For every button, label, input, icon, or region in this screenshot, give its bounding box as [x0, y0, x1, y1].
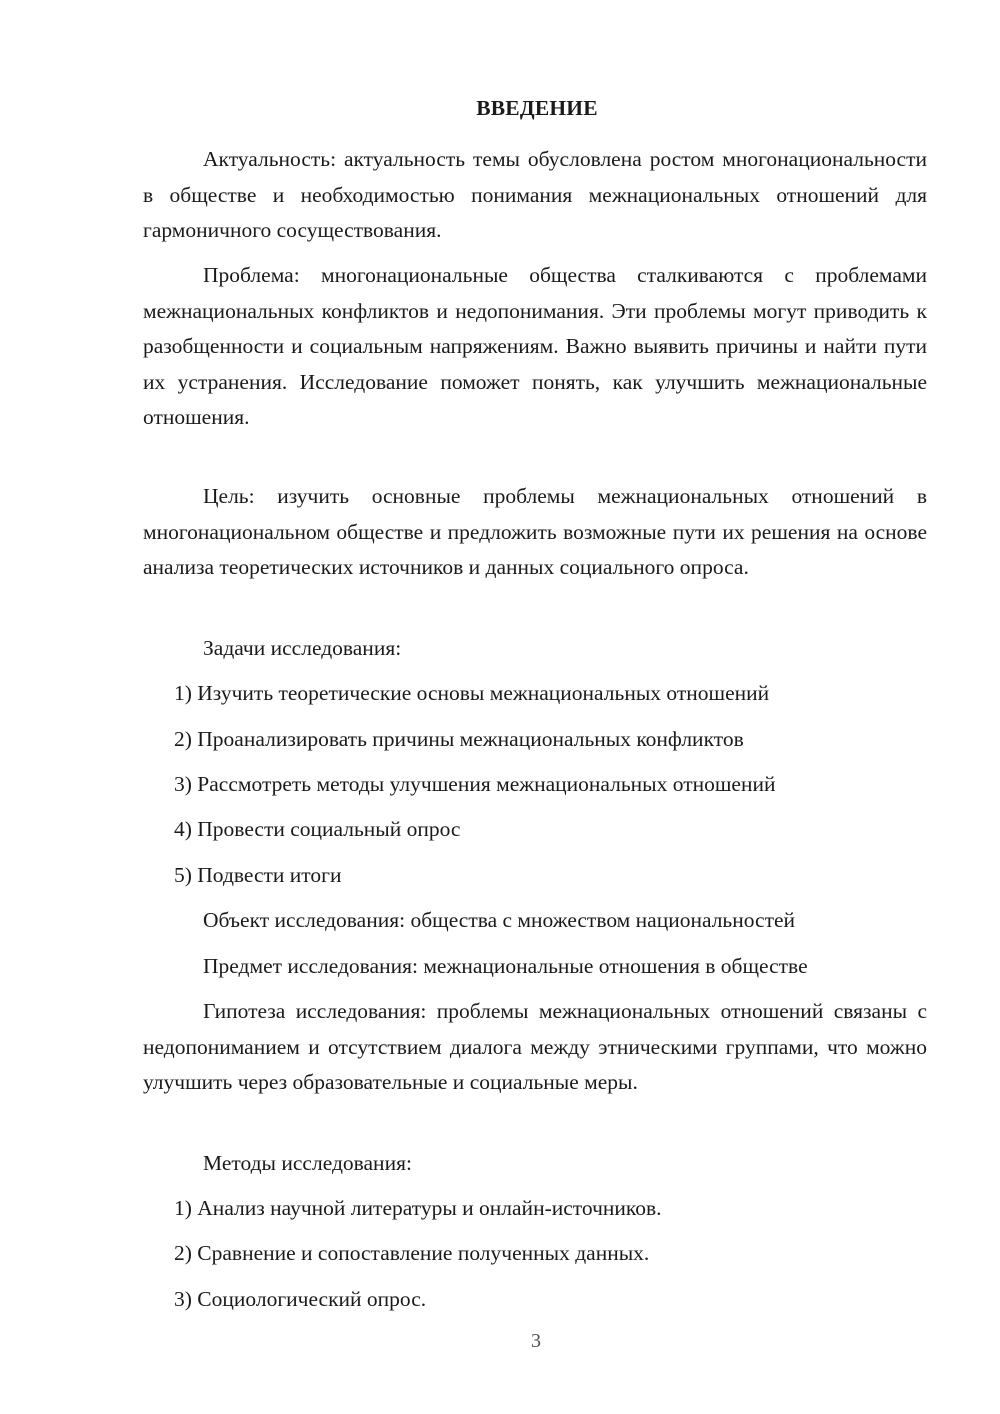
page-number: 3 — [531, 1330, 541, 1352]
method-item: 2) Сравнение и сопоставление полученных данных. — [174, 1241, 650, 1265]
task-item: 3) Рассмотреть методы улучшения межнациональных отношений — [174, 772, 776, 796]
method-item: 1) Анализ научной литературы и онлайн-источников. — [174, 1196, 662, 1220]
goal-paragraph: Цель: изучить основные проблемы межнациональных отношений в многонациональном обществе и предложить возможные пути их решения на основе анализа теоретических источников и данных социального опроса. — [143, 484, 927, 579]
task-item: 5) Подвести итоги — [174, 863, 342, 887]
task-item: 2) Проанализировать причины межнациональных конфликтов — [174, 727, 744, 751]
page-title: ВВЕДЕНИЕ — [476, 96, 598, 120]
problem-paragraph: Проблема: многонациональные общества сталкиваются с проблемами межнациональных конфликтов и недопонимания. Эти проблемы могут приводить к разобщенности и социальным напряжениям. Важно выявить причины и найти пути их устранения. Исследование поможет понять, как улучшить межнациональные отношения. — [143, 263, 927, 429]
methods-heading: Методы исследования: — [203, 1151, 412, 1175]
tasks-heading: Задачи исследования: — [203, 636, 402, 660]
subject-line: Предмет исследования: межнациональные отношения в обществе — [203, 954, 808, 978]
task-item: 1) Изучить теоретические основы межнациональных отношений — [174, 681, 770, 705]
relevance-paragraph: Актуальность: актуальность темы обусловлена ростом многонациональности в обществе и необходимостью понимания межнациональных отношений для гармоничного сосуществования. — [143, 147, 927, 242]
object-line: Объект исследования: общества с множеством национальностей — [203, 908, 796, 932]
method-item: 3) Социологический опрос. — [174, 1287, 427, 1311]
hypothesis-paragraph: Гипотеза исследования: проблемы межнациональных отношений связаны с недопониманием и отсутствием диалога между этническими группами, что можно улучшить через образовательные и социальные меры. — [143, 999, 927, 1094]
task-item: 4) Провести социальный опрос — [174, 817, 461, 841]
